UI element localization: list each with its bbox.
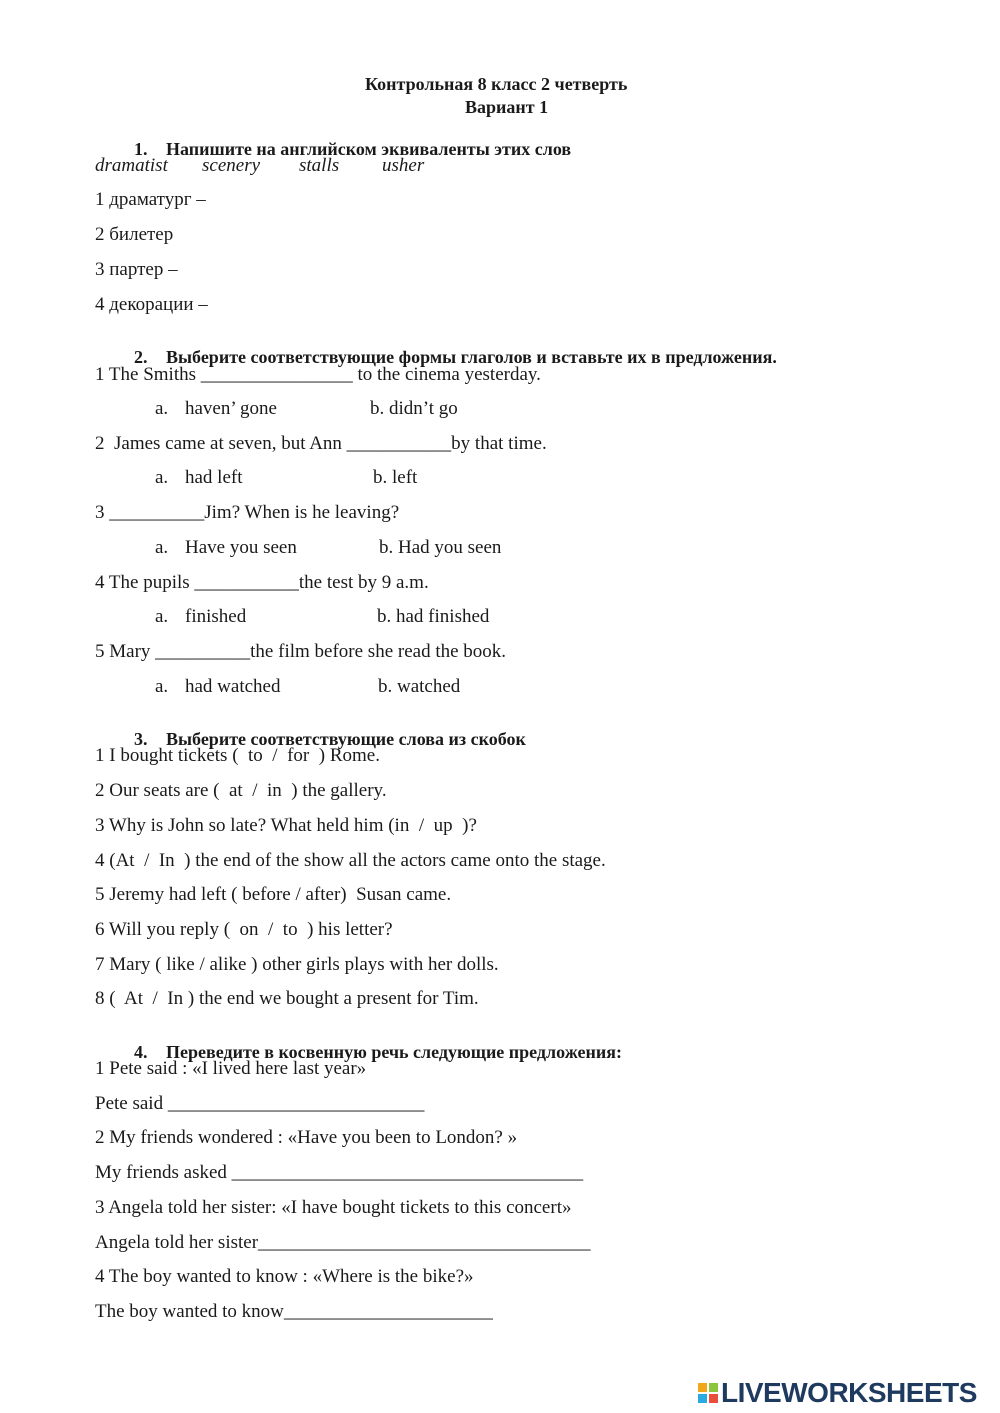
section-3-item: 4 (At / In ) the end of the show all the actors came onto the stage. bbox=[95, 850, 606, 871]
section-4-number: 4. bbox=[134, 1042, 148, 1062]
section-4-prompt: 3 Angela told her sister: «I have bought tickets to this concert» bbox=[95, 1197, 572, 1218]
section-1-heading bbox=[125, 122, 571, 158]
section-2-number: 2. bbox=[134, 347, 148, 367]
section-1-heading-text: Напишите на английском эквиваленты этих слов bbox=[166, 139, 572, 159]
word-bank-item: dramatist bbox=[95, 155, 168, 176]
option-b[interactable]: b. had finished bbox=[377, 606, 490, 627]
logo-icon bbox=[698, 1383, 718, 1403]
logo-square bbox=[709, 1394, 718, 1403]
option-a-text: haven’ gone bbox=[185, 398, 277, 419]
option-a-letter: a. bbox=[155, 606, 169, 627]
section-4-prompt: 1 Pete said : «I lived here last year» bbox=[95, 1058, 367, 1079]
option-b[interactable]: b. left bbox=[373, 467, 418, 488]
option-b[interactable]: b. didn’t go bbox=[370, 398, 458, 419]
variant-label: Вариант 1 bbox=[465, 97, 549, 117]
section-3-item: 7 Mary ( like / alike ) other girls plays with her dolls. bbox=[95, 954, 499, 975]
logo-square bbox=[698, 1383, 707, 1392]
section-1-item: 3 партер – bbox=[95, 259, 178, 280]
word-bank-item: stalls bbox=[299, 155, 340, 176]
option-a[interactable] bbox=[155, 677, 280, 696]
worksheet-title: Контрольная 8 класс 2 четверть bbox=[365, 74, 628, 94]
section-2-question: 5 Mary __________the film before she read the book. bbox=[95, 641, 507, 662]
section-4-heading bbox=[125, 1025, 622, 1061]
option-a-text: had left bbox=[185, 467, 243, 488]
section-3-heading bbox=[125, 712, 526, 748]
section-2-heading bbox=[125, 330, 777, 366]
section-4-answer-line[interactable]: Pete said ___________________________ bbox=[95, 1093, 425, 1114]
option-a-letter: a. bbox=[155, 398, 169, 419]
logo-square bbox=[709, 1383, 718, 1392]
option-a-text: finished bbox=[185, 606, 247, 627]
word-bank-item: scenery bbox=[202, 155, 261, 176]
section-3-item: 6 Will you reply ( on / to ) his letter? bbox=[95, 919, 393, 940]
section-1-item: 4 декорации – bbox=[95, 294, 208, 315]
option-b[interactable]: b. watched bbox=[378, 676, 461, 697]
section-4-answer-line[interactable]: My friends asked _____________________________________ bbox=[95, 1162, 584, 1183]
section-4-prompt: 2 My friends wondered : «Have you been to London? » bbox=[95, 1127, 518, 1148]
option-a[interactable] bbox=[155, 468, 243, 487]
option-a-text: Have you seen bbox=[185, 537, 297, 558]
section-3-number: 3. bbox=[134, 729, 148, 749]
option-a[interactable] bbox=[155, 399, 277, 418]
section-1-item: 2 билетер bbox=[95, 224, 174, 245]
section-3-item: 3 Why is John so late? What held him (in / up )? bbox=[95, 815, 477, 836]
section-4-answer-line[interactable]: Angela told her sister___________________________________ bbox=[95, 1232, 591, 1253]
section-1-number: 1. bbox=[134, 139, 148, 159]
section-3-item: 5 Jeremy had left ( before / after) Susan came. bbox=[95, 884, 452, 905]
section-2-question: 4 The pupils ___________the test by 9 a.m. bbox=[95, 572, 429, 593]
option-a-letter: a. bbox=[155, 467, 169, 488]
logo-square bbox=[698, 1394, 707, 1403]
option-a[interactable] bbox=[155, 607, 246, 626]
option-a-letter: a. bbox=[155, 676, 169, 697]
option-a-letter: a. bbox=[155, 537, 169, 558]
word-bank-item: usher bbox=[382, 155, 425, 176]
section-4-answer-line[interactable]: The boy wanted to know______________________ bbox=[95, 1301, 493, 1322]
section-3-item: 8 ( At / In ) the end we bought a present for Tim. bbox=[95, 988, 479, 1009]
logo-text: LIVEWORKSHEETS bbox=[721, 1377, 977, 1408]
section-3-heading-text: Выберите соответствующие слова из скобок bbox=[166, 729, 526, 749]
section-1-item: 1 драматург – bbox=[95, 189, 206, 210]
section-3-item: 1 I bought tickets ( to / for ) Rome. bbox=[95, 745, 380, 766]
section-2-question: 2 James came at seven, but Ann ___________by that time. bbox=[95, 433, 547, 454]
option-a[interactable] bbox=[155, 538, 297, 557]
option-b[interactable]: b. Had you seen bbox=[379, 537, 502, 558]
option-a-text: had watched bbox=[185, 676, 281, 697]
section-2-question: 3 __________Jim? When is he leaving? bbox=[95, 502, 400, 523]
section-4-prompt: 4 The boy wanted to know : «Where is the bike?» bbox=[95, 1266, 474, 1287]
section-2-question: 1 The Smiths ________________ to the cinema yesterday. bbox=[95, 364, 541, 385]
section-4-heading-text: Переведите в косвенную речь следующие предложения: bbox=[166, 1042, 622, 1062]
section-2-heading-text: Выберите соответствующие формы глаголов и вставьте их в предложения. bbox=[166, 347, 777, 367]
liveworksheets-logo[interactable] bbox=[698, 1378, 977, 1408]
section-3-item: 2 Our seats are ( at / in ) the gallery. bbox=[95, 780, 387, 801]
